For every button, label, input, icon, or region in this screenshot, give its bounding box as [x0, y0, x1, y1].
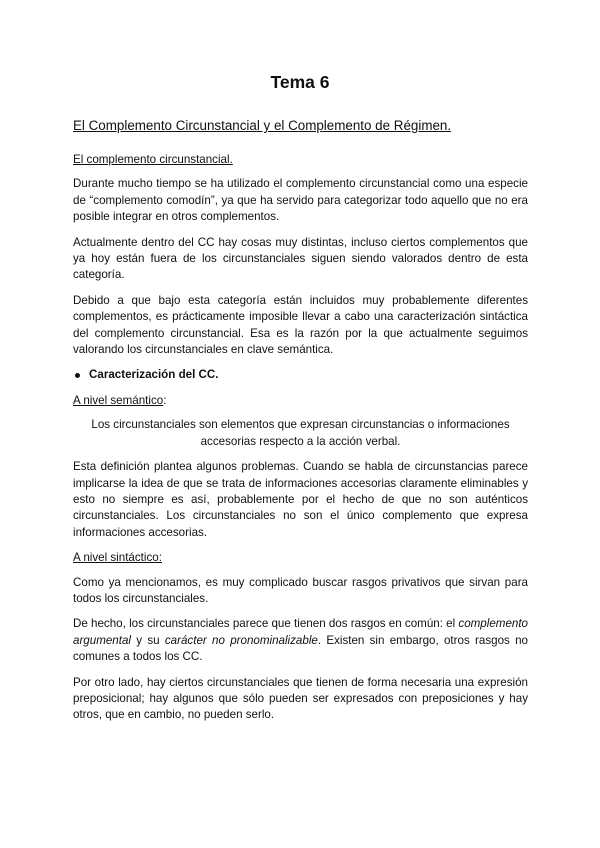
paragraph	[73, 616, 528, 665]
paragraph: Durante mucho tiempo se ha utilizado el complemento circunstancial como una especie de “complemento comodín”, ya que ha servido para categorizar todo aquello que no era posible integrar en otros complementos.	[73, 177, 528, 224]
bullet-dot-icon	[75, 373, 80, 378]
page-title: Tema 6	[270, 72, 330, 92]
bullet-label: Caracterización del CC.	[89, 368, 219, 382]
text-run: . Existen sin embargo, otros rasgos no comunes a todos los CC.	[73, 633, 528, 664]
semantic-definition: Los circunstanciales son elementos que expresan circunstancias o informaciones accesorias respecto a la acción verbal.	[91, 418, 510, 448]
text-run: De hecho, los circunstanciales parece que tienen dos rasgos en común: el	[73, 617, 459, 631]
semantic-heading-line	[73, 393, 528, 409]
semantic-heading: A nivel semántico	[73, 393, 164, 407]
paragraph: Como ya mencionamos, es muy complicado buscar rasgos privativos que sirvan para todos los circunstanciales.	[73, 575, 528, 605]
paragraph: Por otro lado, hay ciertos circunstanciales que tienen de forma necesaria una expresión preposicional; hay algunos que sólo pueden ser expresados con preposiciones y hay otros, que en cambio, no pueden serlo.	[73, 675, 528, 722]
bullet-item	[73, 367, 528, 383]
paragraph: Actualmente dentro del CC hay cosas muy distintas, incluso ciertos complementos que ya hoy están fuera de los circunstanciales siguen siendo valorados dentro de esta categoría.	[73, 235, 528, 282]
syntactic-heading: A nivel sintáctico:	[73, 551, 162, 565]
paragraph: Esta definición plantea algunos problemas. Cuando se habla de circunstancias parece implicarse la idea de que se trata de informaciones accesorias claramente eliminables y esto no siempre es así, probablemente por el hecho de que no son auténticos circunstanciales. Los circunstanciales no son el único complemento que expresa informaciones accesorias.	[73, 460, 528, 539]
section-heading: El complemento circunstancial.	[73, 153, 233, 166]
paragraph: Debido a que bajo esta categoría están incluidos muy probablemente diferentes complementos, es prácticamente imposible llevar a cabo una caracterización sintáctica del complemento circunstancial. Esa es la razón por la que actualmente seguimos valorando los circunstanciales en clave semántica.	[73, 293, 528, 357]
emphasis-text: carácter no pronominalizable	[164, 633, 318, 647]
document-subtitle: El Complemento Circunstancial y el Complemento de Régimen.	[73, 118, 452, 133]
document-body	[73, 152, 528, 733]
emphasis-text: complemento argumental	[73, 617, 529, 647]
semantic-heading-colon: :	[163, 393, 167, 407]
text-run: y su	[131, 633, 165, 647]
